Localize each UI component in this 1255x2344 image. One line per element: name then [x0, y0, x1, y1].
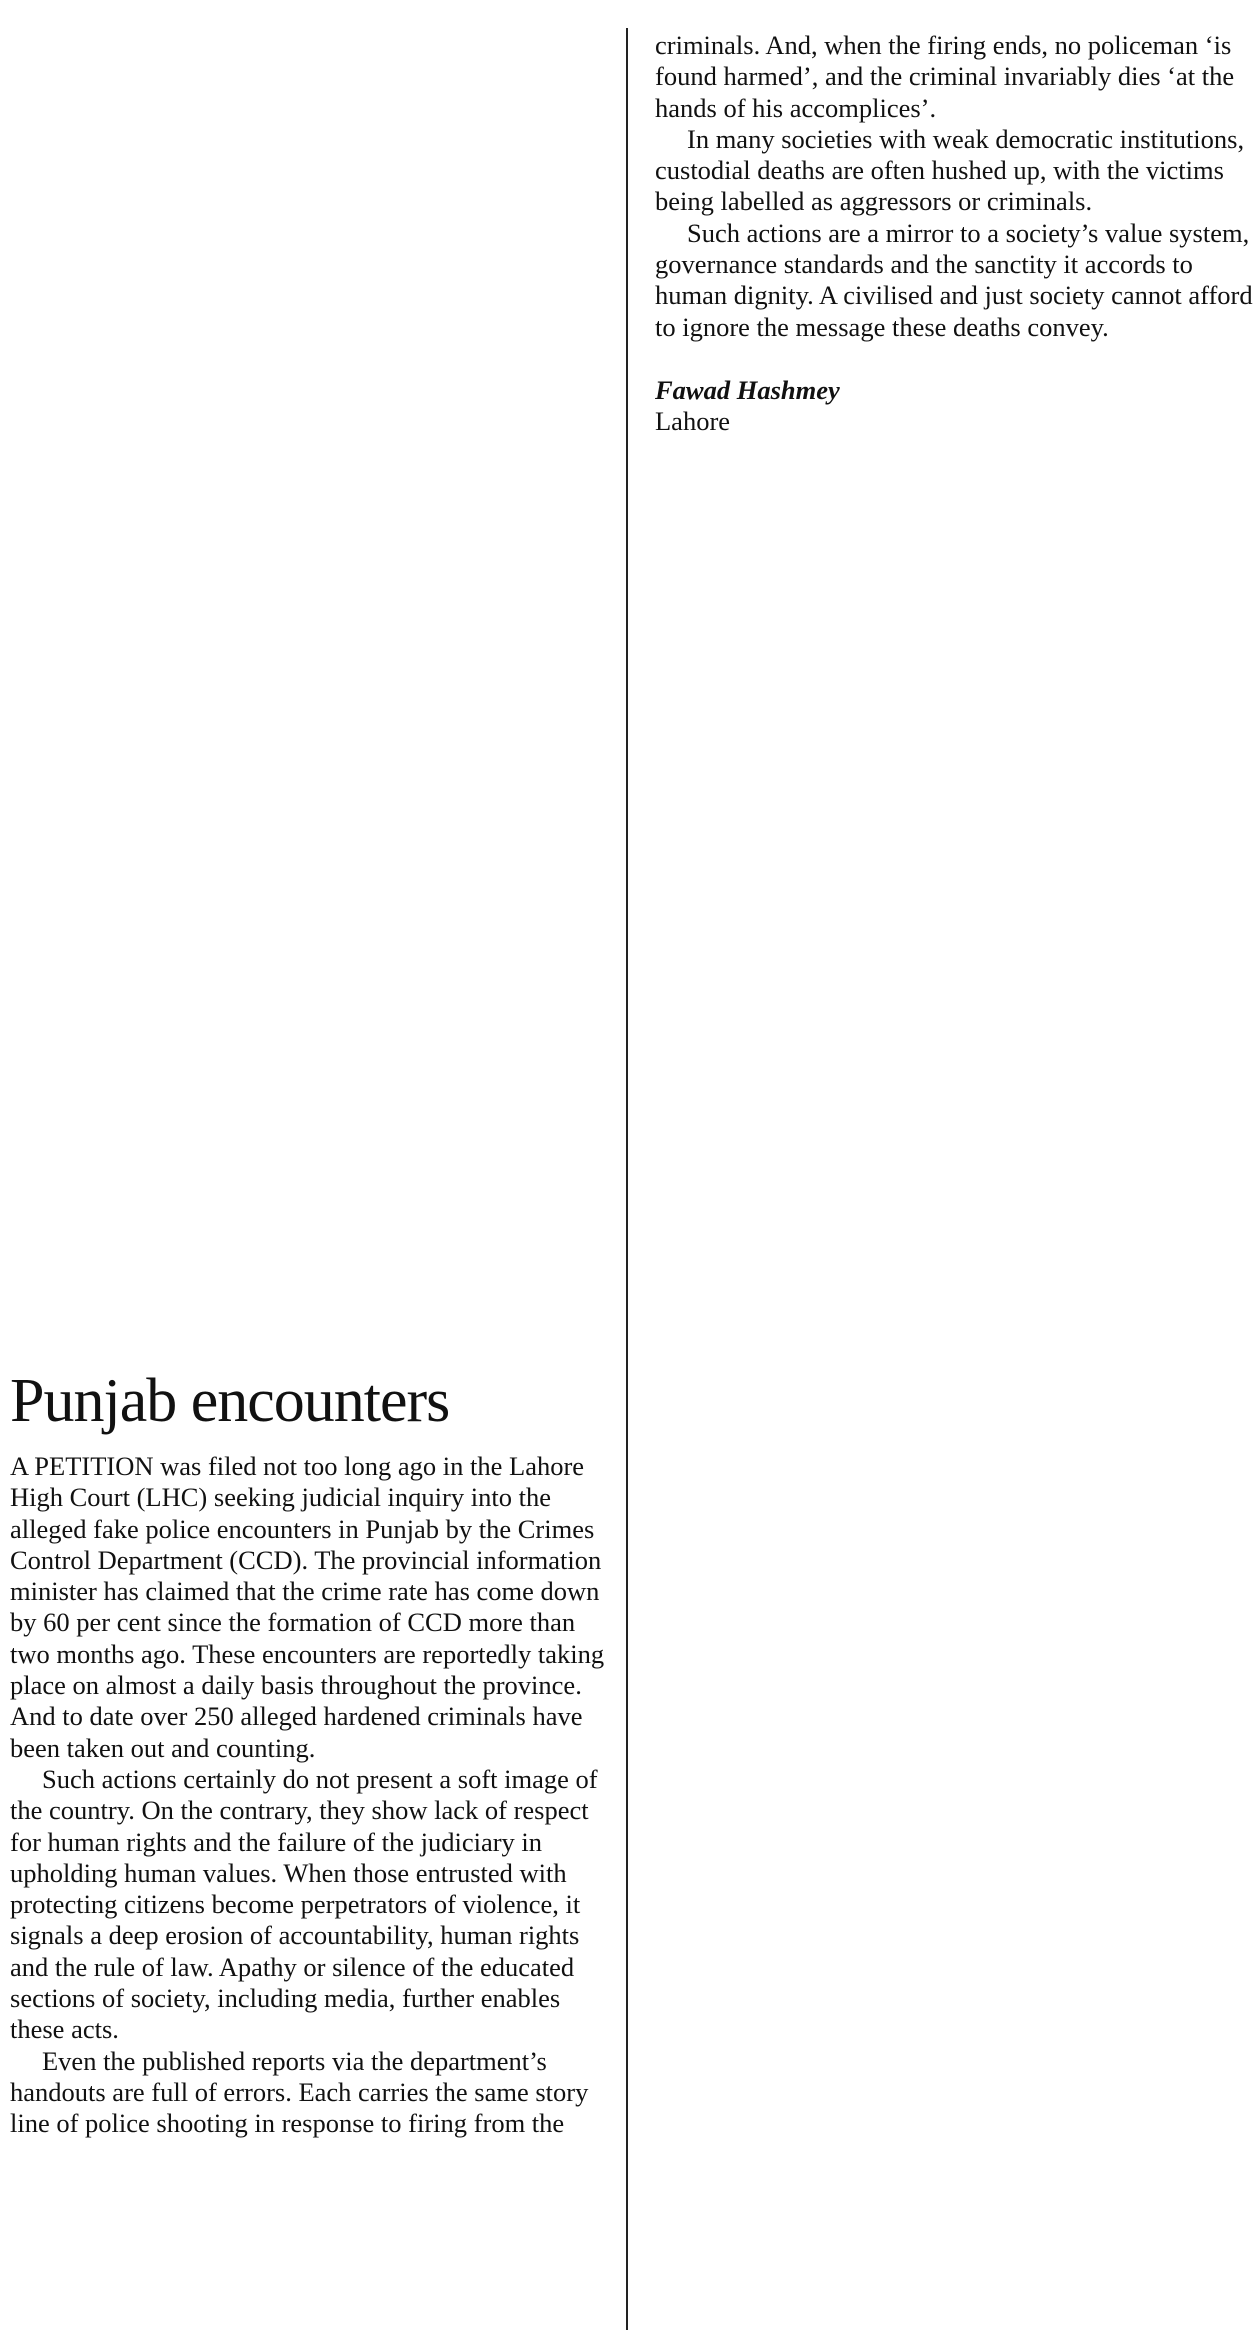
body-paragraph: A PETITION was filed not too long ago in the Lahore High Court (LHC) seeking judicial inquiry into the alleged fake police encounters in Punjab by the Crimes Control Department (CCD). The provincial information minister has claimed that the crime rate has come down by 60 per cent since the formation of CCD more than two months ago. These encounters are reportedly taking place on almost a daily basis throughout the province. And to date over 250 alleged hardened criminals have been taken out and counting. [10, 1451, 605, 1763]
column-divider [626, 28, 628, 2330]
author-name: Fawad Hashmey [655, 374, 840, 405]
signature-block [655, 375, 1255, 438]
author-location: Lahore [655, 406, 731, 437]
letter-headline: Punjab encounters [10, 1367, 450, 1435]
left-column [10, 1365, 605, 2140]
body-paragraph: Such actions certainly do not present a soft image of the country. On the contrary, they show lack of respect for human rights and the failure of the judiciary in upholding human values. When those entrusted with protecting citizens become perpetrators of violence, it signals a deep erosion of accountability, human rights and the rule of law. Apathy or silence of the educated sections of society, including media, further enables these acts. [10, 1763, 598, 2045]
body-paragraph: In many societies with weak democratic institutions, custodial deaths are often hushed up, with the victims being labelled as aggressors or criminals. [655, 123, 1245, 217]
body-paragraph: criminals. And, when the firing ends, no policeman ‘is found harmed’, and the criminal invariably dies ‘at the hands of his accomplices’. [655, 30, 1235, 123]
body-paragraph: Even the published reports via the department’s handouts are full of errors. Each carries the same story line of police shooting in response to firing from the [10, 2045, 589, 2139]
body-paragraph: Such actions are a mirror to a society’s value system, governance standards and the sanctity it accords to human dignity. A civilised and just society cannot afford to ignore the message these deaths convey. [655, 217, 1253, 342]
right-column [655, 30, 1255, 438]
